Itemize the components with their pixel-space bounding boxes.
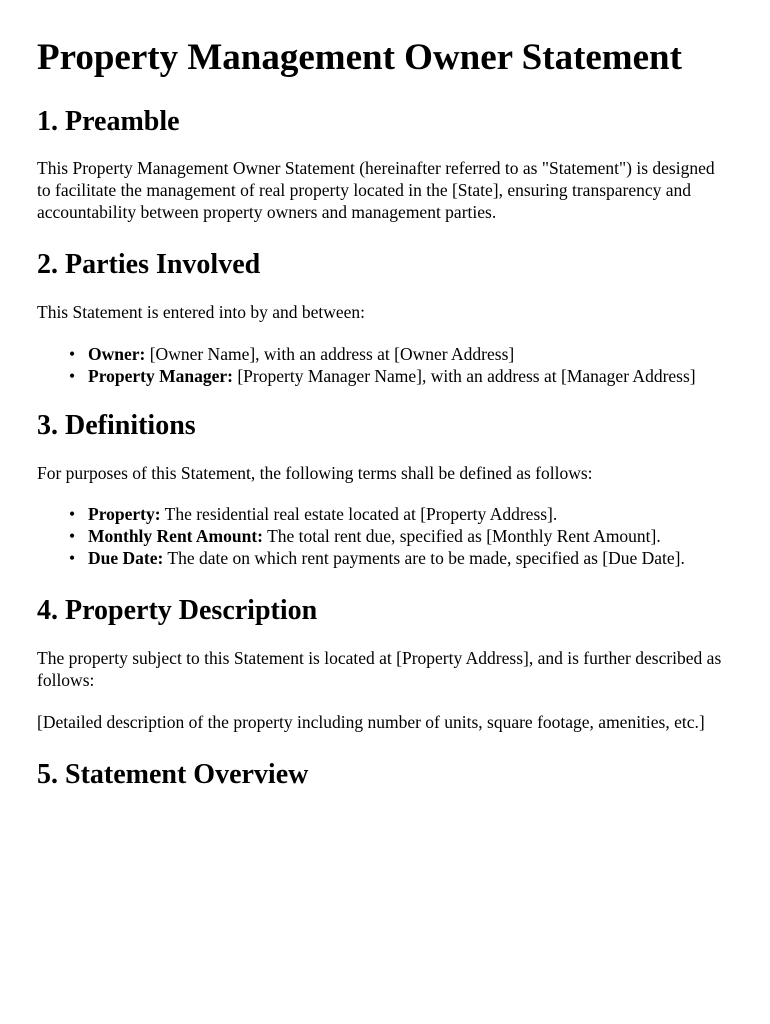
bullet-icon: •: [69, 526, 76, 546]
bullet-icon: •: [69, 366, 76, 386]
party-text: [Property Manager Name], with an address at [Manager Address]: [237, 366, 696, 386]
property-description-paragraph: The property subject to this Statement is located at [Property Address], and is further described as follows:: [37, 648, 722, 690]
list-item: [69, 525, 732, 547]
list-item: [69, 365, 732, 387]
bullet-icon: •: [69, 548, 76, 568]
definition-text: The total rent due, specified as [Monthly Rent Amount].: [267, 526, 661, 546]
section-heading-property-description: 4. Property Description: [37, 595, 318, 626]
section-heading-statement-overview: 5. Statement Overview: [37, 759, 309, 790]
party-term: Owner:: [88, 344, 146, 364]
definition-text: The date on which rent payments are to be made, specified as [Due Date].: [167, 548, 685, 568]
definitions-list: [37, 503, 732, 569]
section-heading-parties: 2. Parties Involved: [37, 249, 261, 280]
definition-term: Monthly Rent Amount:: [88, 526, 264, 546]
property-details-paragraph: [Detailed description of the property including number of units, square footage, amenities, etc.]: [37, 712, 705, 732]
definition-term: Due Date:: [88, 548, 164, 568]
list-item: [69, 503, 732, 525]
section-heading-preamble: 1. Preamble: [37, 106, 180, 137]
party-term: Property Manager:: [88, 366, 233, 386]
section-heading-definitions: 3. Definitions: [37, 410, 196, 441]
bullet-icon: •: [69, 344, 76, 364]
definition-text: The residential real estate located at [Property Address].: [164, 504, 558, 524]
party-text: [Owner Name], with an address at [Owner Address]: [149, 344, 515, 364]
definition-term: Property:: [88, 504, 161, 524]
preamble-paragraph: This Property Management Owner Statement (hereinafter referred to as "Statement") is designed to facilitate the management of real property located in the [State], ensuring transparency and accountability between property owners and management parties.: [37, 158, 715, 222]
bullet-icon: •: [69, 504, 76, 524]
definitions-intro: For purposes of this Statement, the following terms shall be defined as follows:: [37, 463, 593, 483]
list-item: [69, 547, 732, 569]
parties-list: [37, 343, 732, 387]
document-title: Property Management Owner Statement: [37, 37, 682, 78]
list-item: [69, 343, 732, 365]
parties-intro: This Statement is entered into by and between:: [37, 302, 366, 322]
